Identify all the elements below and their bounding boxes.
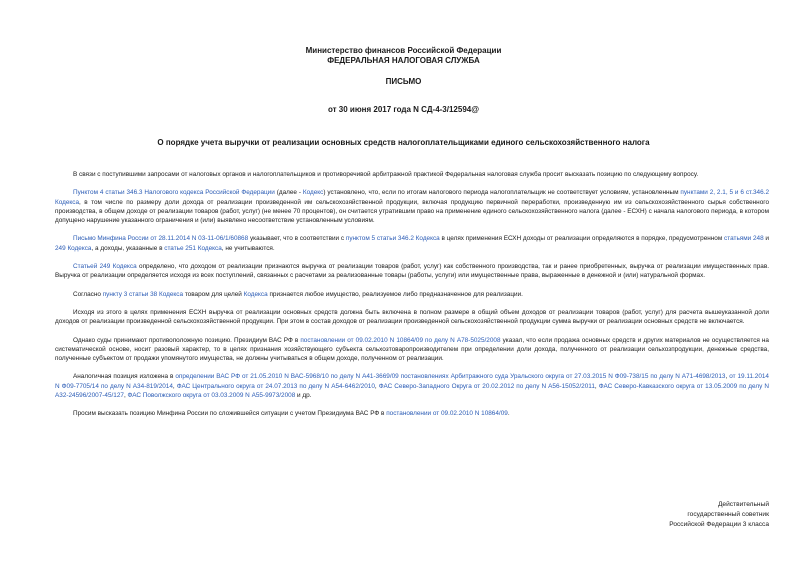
paragraph-text: (далее - [274, 189, 303, 197]
paragraph-text: , [594, 382, 599, 390]
paragraph-7 [55, 336, 769, 364]
paragraph-text: определено, что доходом от реализации признаются выручка от реализации товаров (работ, услуг) как собственного производства, так и ранее приобретенных, выручка от реализации имущественных прав. Выручка от реализации определяется исходя из всех поступлений, связанных с расчетами за реализованные товары (работы, услуги) или имущественные права, выраженные в денежной и (или) натуральной формах. [55, 263, 769, 280]
ministry-name: Министерство финансов Российской Федерации [305, 46, 502, 55]
link-fas-north-caucasus[interactable]: ФАС Северо-Кавказского округа от 13.05.2009 по делу N А32-24596/2007-45/127 [55, 382, 769, 400]
paragraph-8 [55, 372, 769, 400]
paragraph-5 [55, 290, 769, 299]
signature-line-2: государственный советник [687, 511, 769, 519]
paragraph-text: , [374, 382, 379, 390]
paragraph-text: в целях применения ЕСХН доходы от реализации определяются в порядке, предусмотренном [439, 235, 725, 243]
link-ural-court-2015[interactable]: постановлениях Арбитражного суда Уральского округа от 27.03.2015 N Ф09-738/15 по делу N А71-4698/2013 [400, 373, 726, 381]
link-article-38[interactable]: пункту 3 статьи 38 Кодекса [102, 290, 184, 298]
link-ural-court-2014[interactable]: от 19.11.2014 N Ф09-7705/14 по делу N А34-819/2014 [55, 373, 769, 390]
paragraph-text: Однако суды принимают противоположную позицию. Президиум ВАС РФ в [73, 336, 301, 344]
paragraph-text: и др. [295, 392, 312, 400]
signature-block [669, 500, 769, 531]
paragraph-text: ) установлено, что, если по итогам налогового периода налогоплательщик не соответствует условиям, установленным [323, 189, 681, 197]
paragraph-text: , [725, 373, 730, 381]
paragraph-text: Просим высказать позицию Минфина России по сложившейся ситуации с учетом Президиума ВАС РФ в [73, 410, 387, 418]
paragraph-9 [55, 409, 769, 418]
signature-line-1: Действительный [717, 501, 769, 508]
link-fas-volga[interactable]: ФАС Поволжского округа от 03.03.2009 N А55-9973/2008 [127, 392, 296, 400]
paragraph-text: , не учитываются. [221, 244, 275, 252]
link-code[interactable]: Кодекс [302, 189, 324, 197]
paragraph-text: Аналогичная позиция изложена в [73, 373, 176, 381]
link-minfin-letter[interactable]: Письмо Минфина России от 28.11.2014 N 03-11-06/1/60868 [73, 235, 249, 243]
paragraph-text: , в том числе по размеру доли дохода от реализации произведенной им сельскохозяйственной продукции, включая продукцию первичной переработки, произведенную им из сельскохозяйственного сырья собственного производства, в общем доходе от реализации товаров (работ, услуг) (не менее 70 процентов), он считается утратившим право на применение единого сельскохозяйственного налога (далее - ЕСХН) с начала налогового периода, в котором допущено нарушение указанного ограничения и (или) выявлено несоответствие установленным условиям. [55, 198, 769, 225]
link-article-251[interactable]: статье 251 Кодекса [164, 244, 222, 252]
paragraph-text: , а доходы, указанные в [91, 244, 165, 252]
link-vas-resolution[interactable]: постановлении от 09.02.2010 N 10864/09 по делу N А78-5025/2008 [300, 336, 501, 344]
paragraph-3 [55, 234, 769, 253]
link-vas-determination[interactable]: определении ВАС РФ от 21.05.2010 N ВАС-5968/10 по делу N А41-3669/09 [175, 373, 399, 381]
paragraph-text: указывает, что в соответствии с [248, 235, 346, 243]
paragraph-1 [55, 170, 769, 179]
document-subject: О порядке учета выручки от реализации основных средств налогоплательщиками единого сельскохозяйственного налога [157, 138, 650, 147]
link-fas-northwest[interactable]: ФАС Северо-Западного Округа от 20.02.2012 по делу N А56-15052/2011 [378, 382, 595, 390]
paragraph-6 [55, 308, 769, 327]
paragraph-4 [55, 262, 769, 281]
link-tax-code-346-3[interactable]: Пунктом 4 статьи 346.3 Налогового кодекса Российской Федерации [73, 189, 275, 197]
paragraph-text: Согласно [73, 290, 103, 298]
letter-body [55, 170, 769, 428]
link-code[interactable]: Кодекса [243, 290, 268, 298]
paragraph-text: , [123, 392, 128, 400]
paragraph-text: . [507, 410, 510, 418]
paragraph-text: Исходя из этого в целях применения ЕСХН выручка от реализации основных средств должна быть включена в полном размере в общий объем доходов от реализации товаров (работ, услуг) для расчета вышеуказанной доли доходов от реализации произведенной сельскохозяйственной продукции. При этом в состав доходов от реализации произведенной сельскохозяйственной продукции сумма выручки от реализации основных средств не включается. [55, 308, 769, 326]
service-name: ФЕДЕРАЛЬНАЯ НАЛОГОВАЯ СЛУЖБА [327, 56, 480, 65]
paragraph-text: и [763, 235, 769, 243]
signature-line-3: Российской Федерации 3 класса [669, 521, 769, 529]
link-vas-resolution-2[interactable]: постановлении от 09.02.2010 N 10864/09 [386, 410, 508, 418]
link-article-249-code[interactable]: Статьей 249 Кодекса [73, 263, 137, 271]
link-article-249[interactable]: 249 Кодекса [55, 244, 92, 252]
document-header [0, 46, 807, 66]
link-fas-central[interactable]: ФАС Центрального округа от 24.07.2013 по делу N А54-6462/2010 [176, 382, 375, 390]
document-date-number: от 30 июня 2017 года N СД-4-3/12594@ [327, 105, 480, 114]
paragraph-text: В связи с поступившими запросами от налоговых органов и налогоплательщиков и противоречивой арбитражной практикой Федеральная налоговая служба просит высказать позицию по следующему вопросу. [73, 171, 699, 178]
link-article-346-2[interactable]: пунктами 2, 2.1, 5 и 6 ст.346.2 Кодекса [55, 189, 769, 206]
link-article-346-2-p5[interactable]: пунктом 5 статьи 346.2 Кодекса [345, 235, 440, 243]
paragraph-text: , [172, 382, 177, 390]
paragraph-2 [55, 188, 769, 225]
link-article-248[interactable]: статьями 248 [724, 235, 764, 243]
paragraph-text: товаром для целей [183, 290, 244, 298]
paragraph-text: признается любое имущество, реализуемое либо предназначенное для реализации. [267, 290, 523, 298]
paragraph-text: указал, что если продажа основных средств и других материалов не осуществляется на систематической основе, носит разовый характер, то в целях признания хозяйствующего субъекта сельхозтоваропроизводителем при определении доли дохода, полученного от реализации сельхозпродукции, денежные средства, полученные субъектом от продажи упомянутого имущества, не должны учитываться в общем доходе, полученном от реализации. [55, 336, 769, 363]
document-type: ПИСЬМО [385, 77, 422, 86]
